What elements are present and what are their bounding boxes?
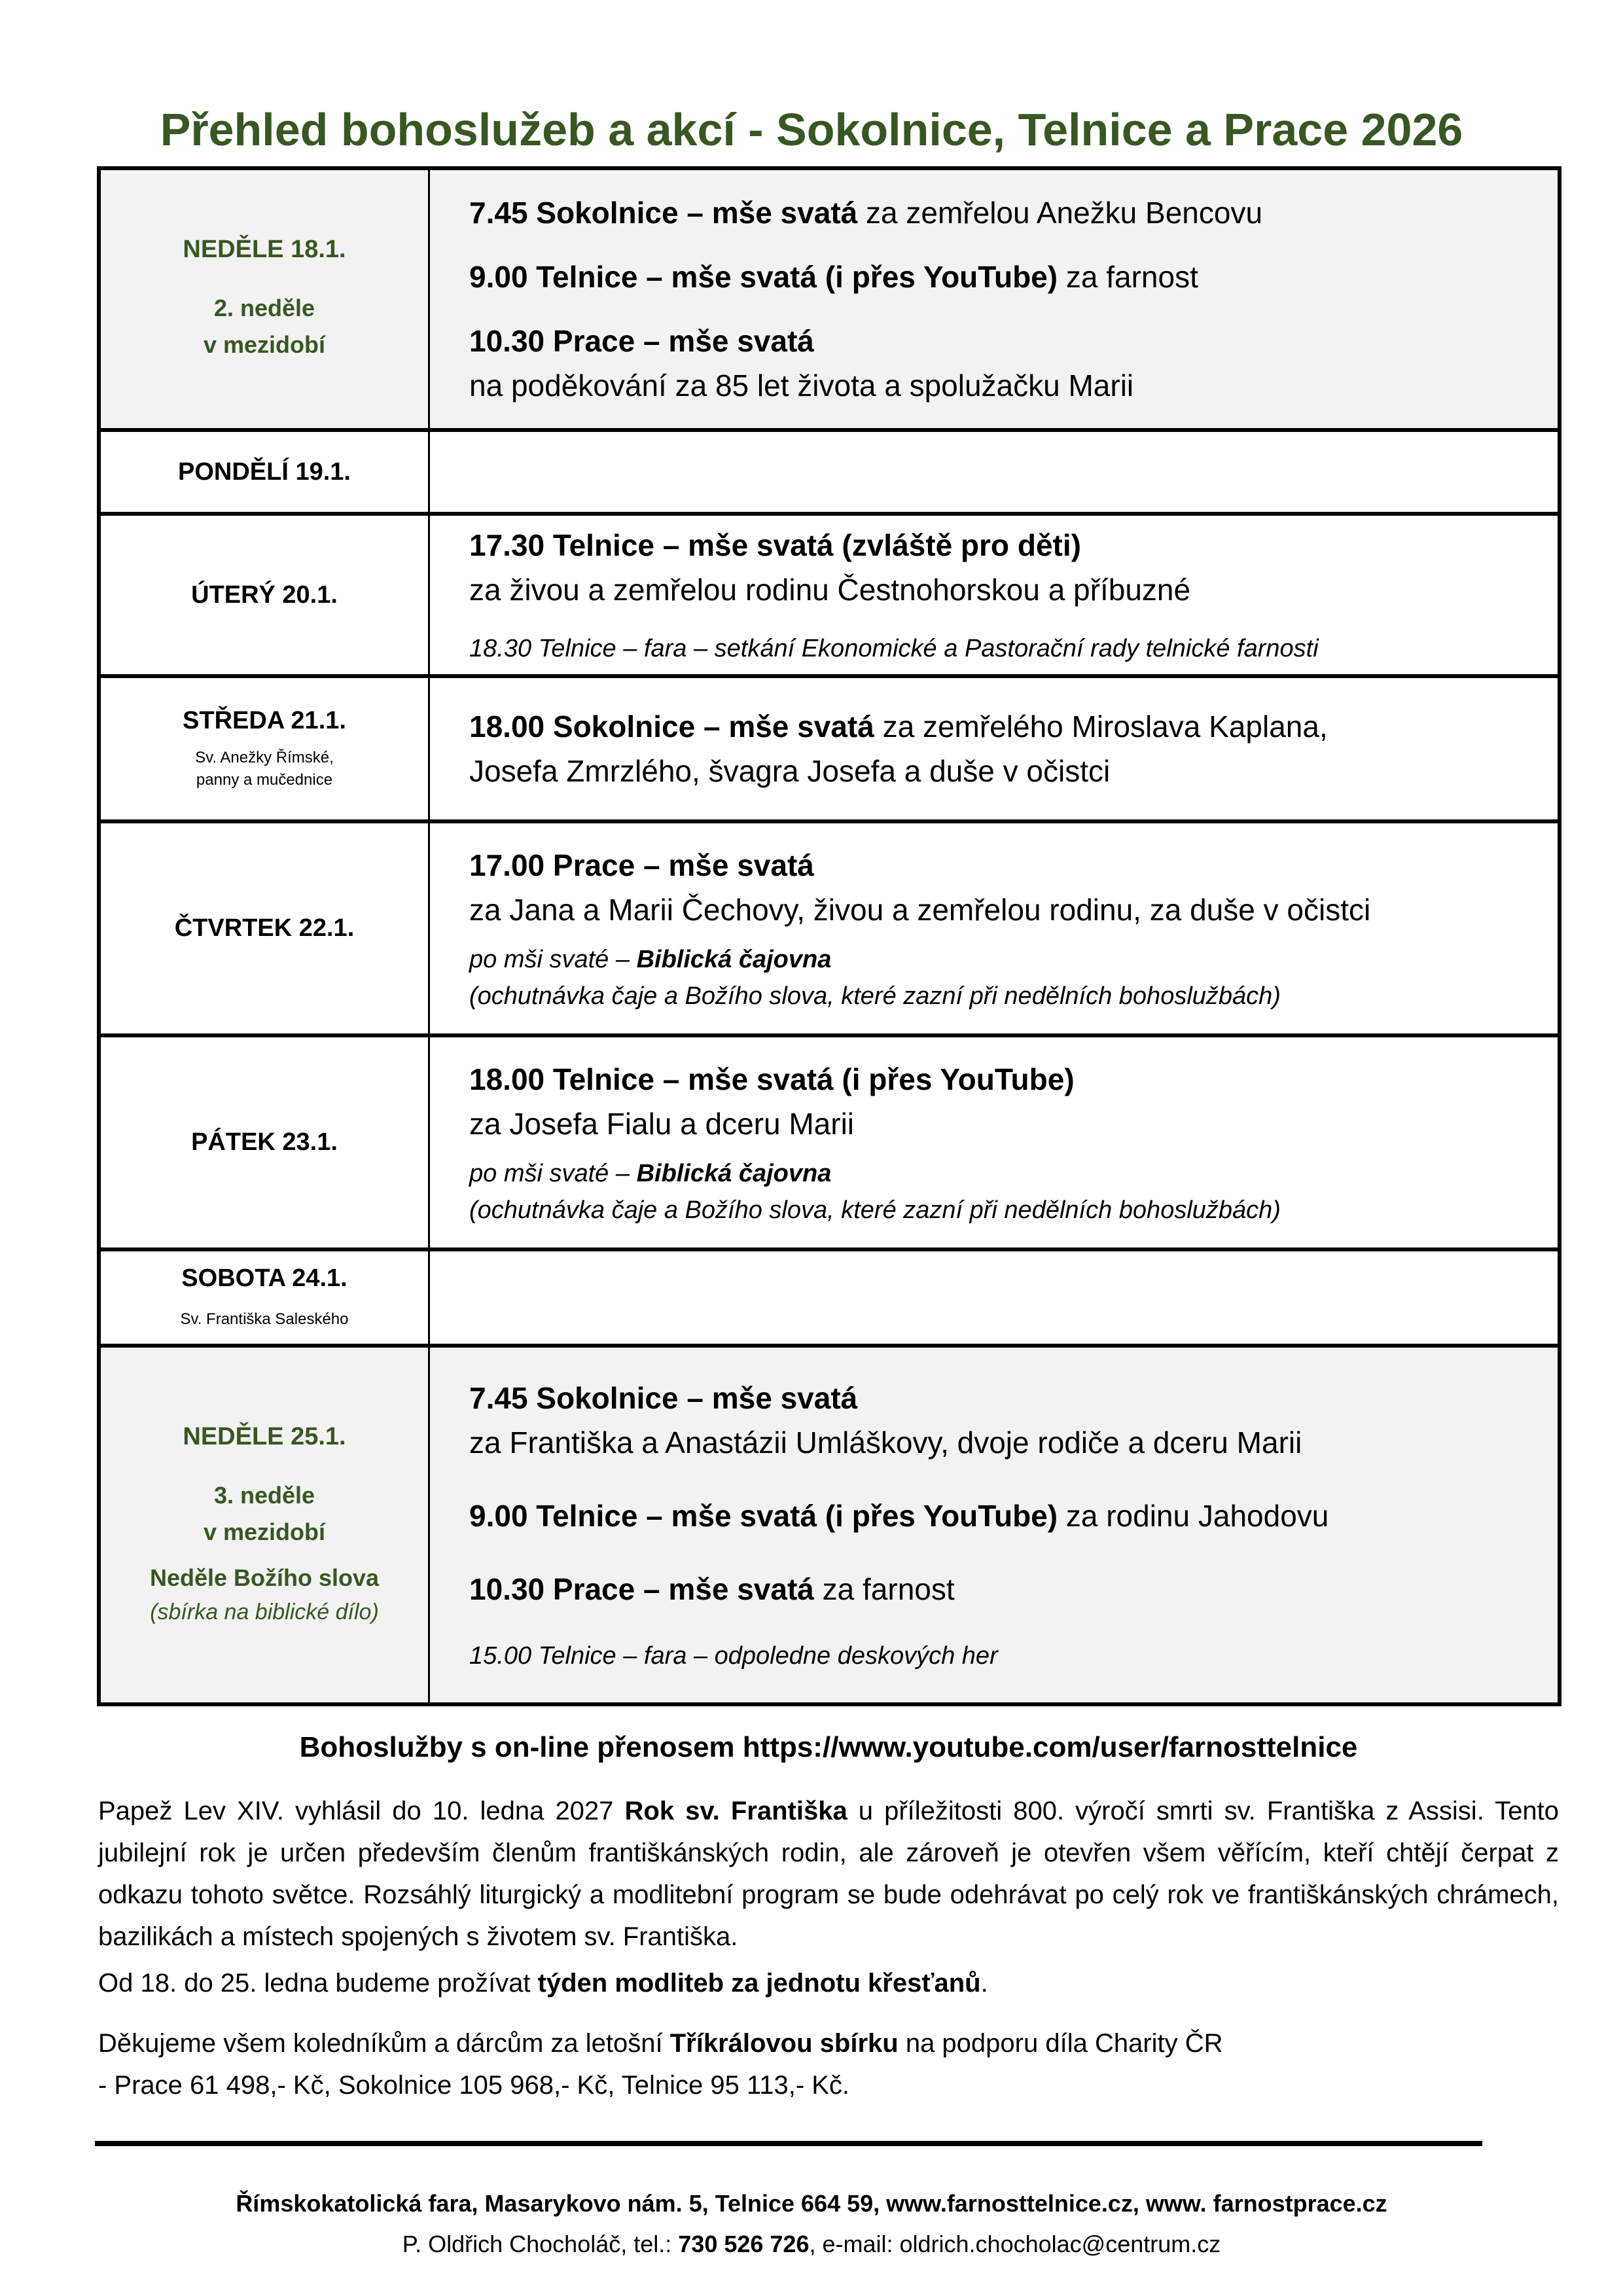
event-intention: za farnost — [1058, 260, 1198, 294]
event-title: 9.00 Telnice – mše svatá (i přes YouTube) — [469, 1499, 1058, 1533]
day-name: PÁTEK 23.1. — [191, 1128, 338, 1156]
para1-highlight: Rok sv. Františka — [624, 1797, 847, 1825]
saint-note-line2: panny a mučednice — [196, 770, 333, 789]
schedule-row-tuesday — [99, 514, 1560, 676]
day-name: SOBOTA 24.1. — [181, 1265, 348, 1292]
liturgical-sub1: 3. neděle — [213, 1481, 315, 1509]
event-intention: za živou a zemřelou rodinu Čestnohorskou a příbuzné — [469, 573, 1191, 607]
event-title: 10.30 Prace – mše svatá — [469, 1572, 814, 1606]
event-title: 7.45 Sokolnice – mše svatá — [469, 1381, 858, 1415]
event-title: 18.00 Sokolnice – mše svatá — [469, 709, 874, 744]
para1-text-c: u příležitosti 800. výročí smrti sv. Františka z Assisi. Tento jubilejní rok je určen především členům františkánských rodin, ale zároveň je otevřen všem věřícím, kteří chtějí čerpat z odkazu tohoto světce. Rozsáhlý liturgický a modlitební program se bude odehrávat po celý rok ve františkánských chrámech, bazilikách a místech spojených s životem sv. Františka. — [98, 1797, 1560, 1951]
event-intention: za rodinu Jahodovu — [1058, 1499, 1329, 1533]
event-note-detail: (ochutnávka čaje a Božího slova, které zazní při nedělních bohoslužbách) — [469, 1196, 1281, 1224]
day-name: ČTVRTEK 22.1. — [174, 914, 355, 942]
schedule-row-sunday-18 — [99, 168, 1560, 430]
schedule-row-thursday — [99, 821, 1560, 1035]
footer-address: Římskokatolická fara, Masarykovo nám. 5, Telnice 664 59, www.farnosttelnice.cz, www. farnostprace.cz — [236, 2190, 1387, 2217]
event — [469, 1567, 1544, 1611]
day-cell — [99, 430, 429, 514]
collection-note: (sbírka na biblické dílo) — [150, 1599, 379, 1624]
events-cell — [429, 168, 1560, 430]
day-cell — [99, 676, 429, 821]
event-note — [469, 941, 1544, 978]
saint-note-line1: Sv. Anežky Římské, — [195, 748, 334, 766]
event-intention: za zemřelou Anežku Bencovu — [857, 196, 1263, 230]
events-cell — [429, 514, 1560, 676]
event-title: 17.00 Prace – mše svatá — [469, 848, 814, 882]
footer-contact — [0, 2224, 1623, 2265]
event-note-title: Biblická čajovna — [636, 1159, 832, 1187]
footer-phone: 730 526 726 — [678, 2231, 810, 2257]
event-title: 9.00 Telnice – mše svatá (i přes YouTube) — [469, 260, 1058, 294]
day-cell — [99, 1249, 429, 1346]
event-note: 15.00 Telnice – fara – odpoledne deskových her — [469, 1642, 998, 1670]
day-cell — [99, 1346, 429, 1704]
paragraph-prayer-week — [98, 1962, 1559, 2004]
event-note — [469, 1155, 1544, 1192]
event-title: 10.30 Prace – mše svatá — [469, 324, 814, 358]
schedule-row-sunday-25 — [99, 1346, 1560, 1704]
footer-priest: P. Oldřich Chocholáč, tel.: — [402, 2231, 679, 2257]
liturgical-note — [101, 1477, 428, 1596]
event-intention: za farnost — [813, 1572, 955, 1606]
day-name: ÚTERÝ 20.1. — [191, 581, 338, 609]
event — [469, 1494, 1544, 1538]
event — [469, 255, 1544, 299]
liturgical-sub1: 2. neděle — [213, 294, 315, 321]
para2-highlight: týden modliteb za jednotu křesťanů — [537, 1969, 981, 1998]
events-cell — [429, 430, 1560, 514]
day-cell — [99, 821, 429, 1035]
para3-highlight: Tříkrálovou sbírku — [669, 2029, 899, 2058]
liturgical-sub2: v mezidobí — [203, 331, 326, 358]
events-cell — [429, 1249, 1560, 1346]
para3-text-c: na podporu díla Charity ČR — [898, 2029, 1223, 2058]
schedule-row-friday — [99, 1035, 1560, 1249]
day-cell — [99, 1035, 429, 1249]
event-title: 18.00 Telnice – mše svatá (i přes YouTube) — [469, 1062, 1075, 1096]
liturgical-note — [101, 290, 428, 363]
events-cell — [429, 821, 1560, 1035]
day-name: PONDĚLÍ 19.1. — [178, 457, 351, 486]
event-intention: za Františka a Anastázii Umláškovy, dvoje rodiče a dceru Marii — [469, 1426, 1302, 1460]
event-title: 17.30 Telnice – mše svatá (zvláště pro děti) — [469, 528, 1081, 562]
day-name: NEDĚLE 18.1. — [183, 235, 346, 263]
day-name: NEDĚLE 25.1. — [183, 1422, 346, 1450]
day-name: STŘEDA 21.1. — [183, 706, 346, 734]
para1-text-a: Papež Lev XIV. vyhlásil do 10. ledna 2027 — [98, 1797, 625, 1825]
events-cell — [429, 1346, 1560, 1704]
event-intention: za Josefa Fialu a dceru Marii — [469, 1106, 855, 1141]
event-note: 18.30 Telnice – fara – setkání Ekonomické a Pastorační rady telnické farnosti — [469, 635, 1319, 662]
event — [469, 190, 1544, 235]
event-note-prefix: po mši svaté – — [469, 1159, 637, 1187]
day-cell — [99, 168, 429, 430]
online-broadcast-note: Bohoslužby s on-line přenosem https://www.youtube.com/user/farnosttelnice — [299, 1731, 1358, 1763]
schedule-row-saturday — [99, 1249, 1560, 1346]
event-note-title: Biblická čajovna — [636, 945, 832, 973]
event-note-detail: (ochutnávka čaje a Božího slova, které zazní při nedělních bohoslužbách) — [469, 982, 1281, 1010]
para3-text-a: Děkujeme všem koledníkům a dárcům za letošní — [98, 2029, 670, 2058]
day-cell — [99, 514, 429, 676]
event-intention: na poděkování za 85 let života a spolužačku Marii — [469, 368, 1134, 403]
page-title: Přehled bohoslužeb a akcí - Sokolnice, Telnice a Prace 2026 — [160, 104, 1463, 155]
events-cell — [429, 1035, 1560, 1249]
para3-amounts: - Prace 61 498,- Kč, Sokolnice 105 968,- Kč, Telnice 95 113,- Kč. — [98, 2071, 850, 2100]
liturgical-sub3: Neděle Božího slova — [149, 1564, 380, 1591]
paragraph-year-of-francis — [98, 1790, 1559, 1958]
paragraph-collection — [98, 2022, 1559, 2106]
saint-note — [101, 747, 428, 791]
schedule-row-wednesday — [99, 676, 1560, 821]
events-cell — [429, 676, 1560, 821]
para2-text-c: . — [980, 1969, 988, 1998]
footer-divider — [95, 2141, 1482, 2146]
event-intention: Josefa Zmrzlého, švagra Josefa a duše v očistci — [469, 754, 1111, 788]
schedule-row-monday — [99, 430, 1560, 514]
para2-text-a: Od 18. do 25. ledna budeme prožívat — [98, 1969, 538, 1998]
event — [469, 319, 1544, 363]
event-intention: za Jana a Marii Čechovy, živou a zemřelou rodinu, za duše v očistci — [469, 892, 1371, 927]
event — [469, 704, 1544, 749]
event-intention: za zemřelého Miroslava Kaplana, — [874, 709, 1328, 744]
schedule-table — [97, 166, 1561, 1706]
footer-email: , e-mail: oldrich.chocholac@centrum.cz — [809, 2231, 1221, 2257]
event-title: 7.45 Sokolnice – mše svatá — [469, 196, 858, 230]
saint-note: Sv. Františka Saleského — [180, 1310, 349, 1328]
liturgical-sub2: v mezidobí — [203, 1518, 326, 1545]
event-note-prefix: po mši svaté – — [469, 945, 637, 973]
